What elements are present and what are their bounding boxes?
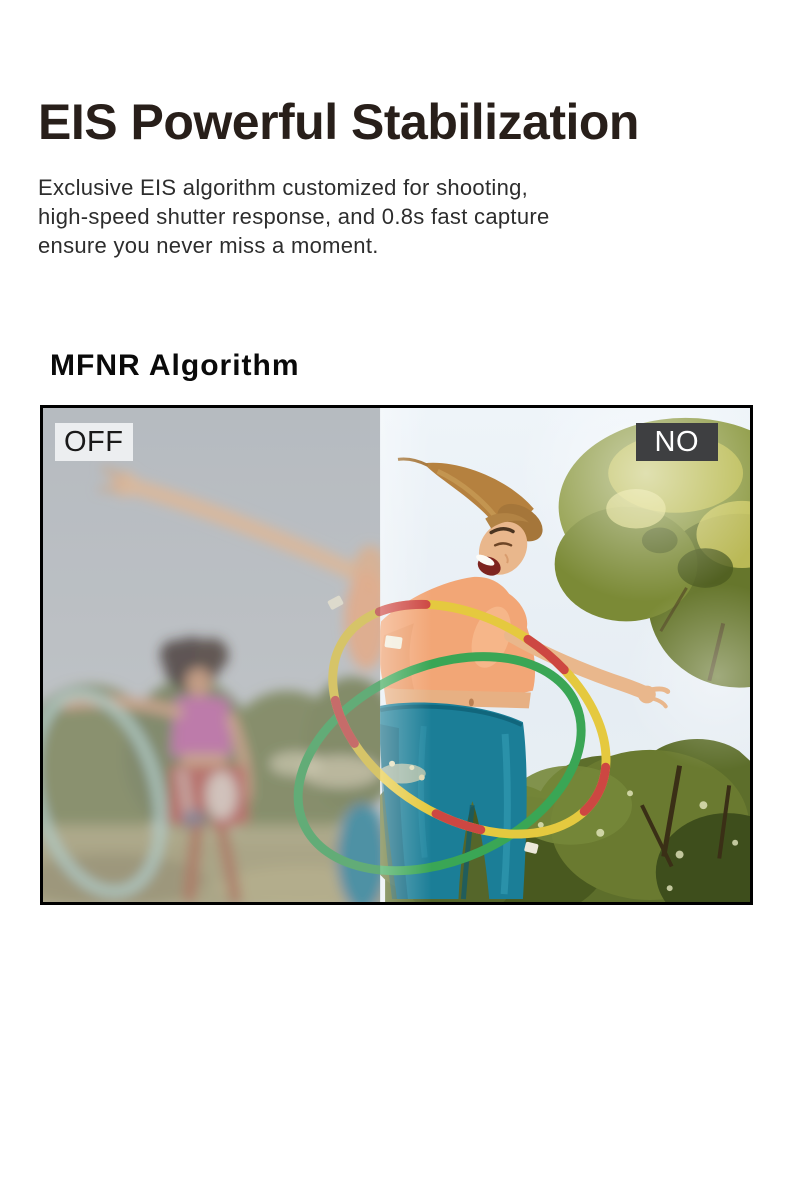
description	[38, 173, 753, 260]
page-title: EIS Powerful Stabilization	[38, 94, 639, 150]
haze-overlay	[43, 408, 380, 902]
page	[0, 96, 790, 1190]
section-heading: MFNR Algorithm	[50, 349, 300, 382]
comparison-photo	[40, 405, 753, 905]
off-label: OFF	[55, 423, 133, 461]
comparison-scene-illustration	[43, 408, 750, 902]
divide-highlight	[380, 408, 432, 902]
no-label: NO	[636, 423, 719, 461]
description-line: ensure you never miss a moment.	[38, 233, 379, 258]
description-line: high-speed shutter response, and 0.8s fast capture	[38, 204, 550, 229]
description-line: Exclusive EIS algorithm customized for shooting,	[38, 175, 529, 200]
